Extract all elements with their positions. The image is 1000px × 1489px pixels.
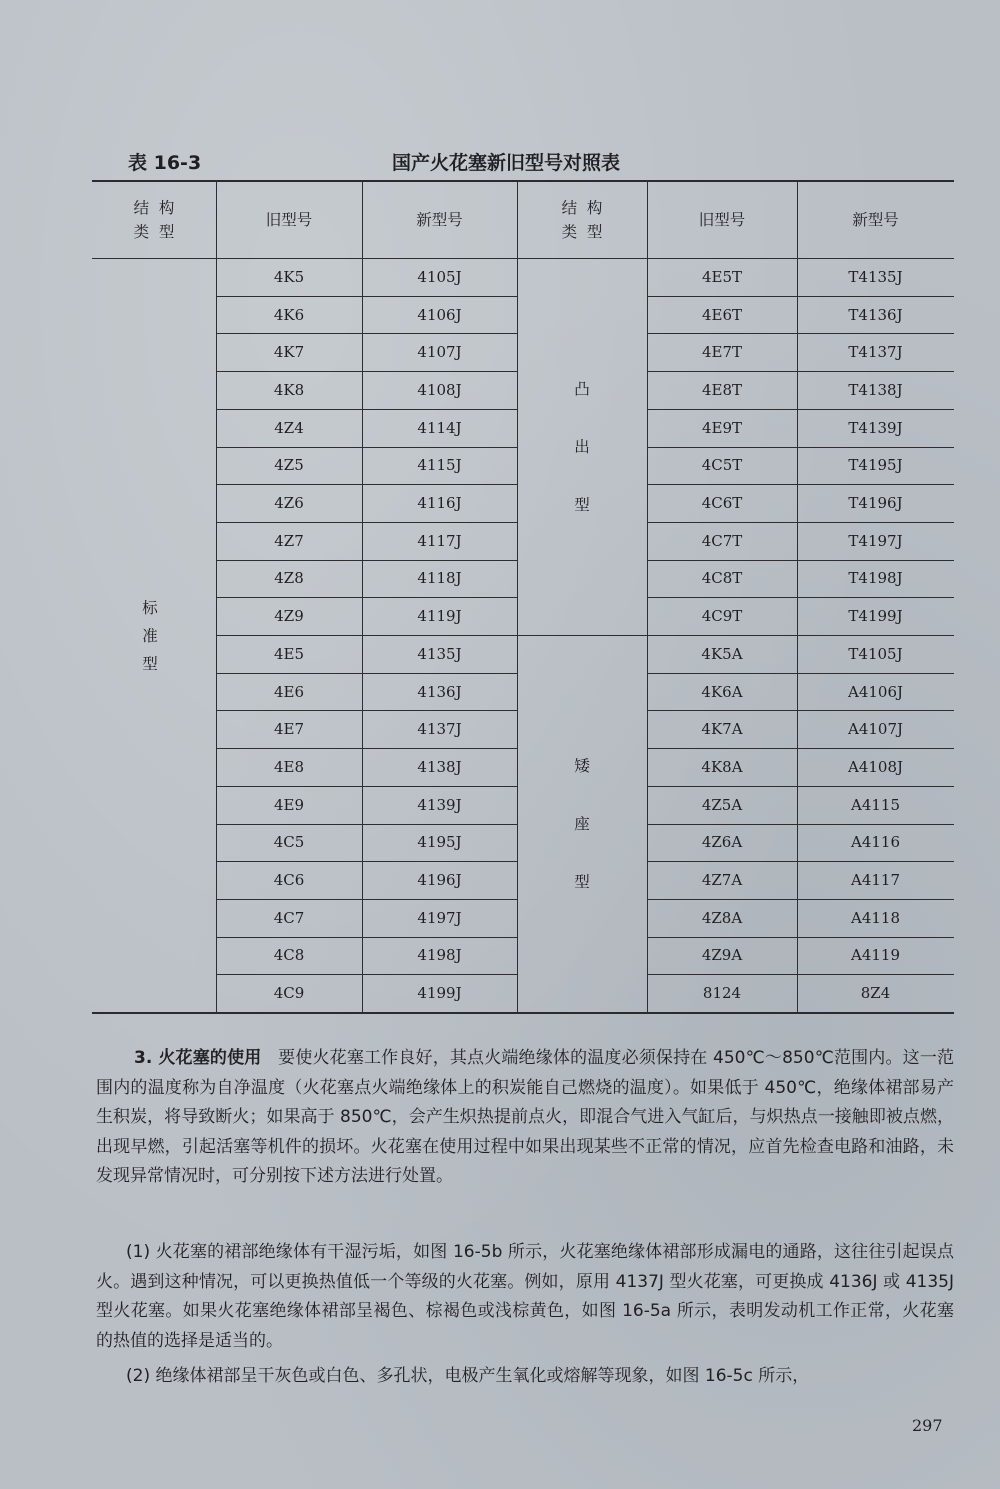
header-new-left: 新型号: [416, 210, 463, 229]
table-cell-new-model: A4119: [850, 946, 900, 965]
table-cell-new-model: 4116J: [417, 494, 462, 513]
row-divider: [216, 484, 517, 485]
page-number: 297: [912, 1416, 943, 1435]
table-cell-old-model: 4Z4: [274, 418, 304, 437]
row-divider: [647, 673, 954, 674]
table-cell-new-model: A4115: [850, 795, 900, 814]
row-divider: [216, 635, 517, 636]
paragraph-item-1: (1) 火花塞的裙部绝缘体有干湿污垢，如图 16-5b 所示，火花塞绝缘体裙部形成漏电的通路，这往往引起误点火。遇到这种情况，可以更换热值低一个等级的火花塞。例如，原用 4137J 型火花塞，可更换成 4136J 或 4135J 型火花塞。如果火花塞绝缘体裙部呈褐色、棕褐色或浅棕黄色，如图 16-5a 所示，表明发动机工作正常，火花塞的热值的选择是适当的。: [96, 1242, 954, 1351]
group-label-protruding: 凸出型: [574, 379, 590, 514]
table-cell-old-model: 4Z5A: [701, 795, 743, 814]
table-cell-old-model: 4E7: [273, 720, 305, 739]
table-cell-old-model: 4K8A: [701, 757, 743, 776]
row-divider: [647, 937, 954, 938]
row-divider: [216, 899, 517, 900]
table-cell-new-model: T4196J: [848, 494, 903, 513]
table-cell-new-model: A4107J: [847, 720, 904, 739]
paragraph-usage-body: 要使火花塞工作良好，其点火端绝缘体的温度必须保持在 450℃～850℃范围内。这一范围内的温度称为自净温度（火花塞点火端绝缘体上的积炭能自己燃烧的温度）。如果低于 450℃，绝缘体裙部易产生积炭，将导致断火；如果高于 850℃，会产生炽热提前点火，即混合气进入气缸后，与炽热点一接触即被点燃，出现早燃，引起活塞等机件的损坏。火花塞在使用过程中如果出现某些不正常的情况，应首先检查电路和油路，未发现异常情况时，可分别按下述方法进行处置。: [96, 1048, 954, 1186]
row-divider: [216, 597, 517, 598]
table-title: 国产火花塞新旧型号对照表: [392, 152, 621, 174]
table-cell-new-model: 8Z4: [860, 984, 891, 1003]
table-cell-new-model: 4136J: [417, 682, 462, 701]
table-cell-new-model: 4196J: [417, 871, 462, 890]
table-cell-old-model: 4K7A: [701, 720, 743, 739]
row-divider: [216, 333, 517, 334]
table-cell-old-model: 4C7T: [701, 531, 743, 550]
row-divider: [647, 447, 954, 448]
row-divider: [647, 824, 954, 825]
table-cell-old-model: 4E5: [273, 644, 305, 663]
row-divider: [647, 899, 954, 900]
table-cell-old-model: 4Z9A: [701, 946, 743, 965]
row-divider: [216, 371, 517, 372]
table-cell-new-model: T4135J: [848, 267, 903, 286]
table-cell-new-model: T4199J: [848, 607, 903, 626]
table-cell-old-model: 4C6T: [701, 494, 743, 513]
row-divider: [647, 333, 954, 334]
section-heading: 3. 火花塞的使用: [134, 1048, 262, 1068]
row-divider: [216, 710, 517, 711]
table-cell-old-model: 4C8: [273, 946, 305, 965]
table-cell-new-model: A4117: [850, 871, 900, 890]
table-cell-new-model: A4108J: [847, 757, 904, 776]
row-divider: [647, 710, 954, 711]
table-cell-new-model: T4138J: [848, 380, 903, 399]
table-bottom-rule: [92, 1012, 954, 1014]
table-cell-old-model: 4K6A: [701, 682, 743, 701]
table-cell-old-model: 4C8T: [701, 569, 743, 588]
table-cell-old-model: 4Z6A: [701, 833, 743, 852]
table-cell-old-model: 4K8: [273, 380, 305, 399]
table-cell-new-model: 4106J: [417, 305, 462, 324]
row-divider: [647, 484, 954, 485]
table-cell-new-model: 4138J: [417, 757, 462, 776]
row-divider: [216, 409, 517, 410]
row-divider: [647, 786, 954, 787]
row-divider: [216, 861, 517, 862]
table-cell-old-model: 4K5A: [701, 644, 743, 663]
header-type-right: 结 构 类 型: [561, 198, 603, 241]
group-label-low-seat: 矮座型: [574, 756, 590, 891]
row-divider: [647, 635, 954, 636]
table-cell-new-model: 4114J: [417, 418, 462, 437]
row-divider: [216, 296, 517, 297]
table-cell-old-model: 4C5T: [701, 456, 743, 475]
table-cell-new-model: 4199J: [417, 984, 462, 1003]
row-divider: [216, 748, 517, 749]
table-cell-new-model: T4139J: [848, 418, 903, 437]
table-cell-old-model: 8124: [702, 984, 742, 1003]
table-cell-old-model: 4Z8: [274, 569, 304, 588]
table-cell-new-model: 4197J: [417, 908, 462, 927]
table-cell-new-model: A4118: [850, 908, 900, 927]
column-divider: [517, 181, 518, 1012]
table-cell-new-model: 4119J: [417, 607, 462, 626]
row-divider: [216, 673, 517, 674]
table-cell-old-model: 4E9T: [701, 418, 743, 437]
header-type-left: 结 构 类 型: [133, 198, 175, 241]
table-cell-new-model: 4117J: [417, 531, 462, 550]
table-cell-old-model: 4C5: [273, 833, 305, 852]
row-divider: [216, 786, 517, 787]
table-cell-new-model: 4198J: [417, 946, 462, 965]
table-cell-new-model: 4135J: [417, 644, 462, 663]
table-cell-old-model: 4E8T: [701, 380, 743, 399]
table-cell-old-model: 4Z7A: [701, 871, 743, 890]
table-cell-new-model: 4118J: [417, 569, 462, 588]
row-divider: [216, 560, 517, 561]
table-cell-old-model: 4E9: [273, 795, 305, 814]
table-cell-new-model: 4139J: [417, 795, 462, 814]
table-cell-old-model: 4E7T: [701, 343, 743, 362]
row-divider: [647, 748, 954, 749]
table-cell-new-model: T4197J: [848, 531, 903, 550]
header-old-left: 旧型号: [265, 210, 313, 229]
paragraph-item-2: (2) 绝缘体裙部呈干灰色或白色、多孔状，电极产生氧化或熔解等现象，如图 16-5c 所示，: [126, 1366, 810, 1386]
paragraph-usage: [96, 1044, 954, 1192]
header-old-right: 旧型号: [698, 210, 746, 229]
table-cell-new-model: 4115J: [417, 456, 462, 475]
table-cell-old-model: 4E6T: [701, 305, 743, 324]
table-cell-old-model: 4E5T: [701, 267, 743, 286]
table-cell-old-model: 4C9T: [701, 607, 743, 626]
table-cell-new-model: T4198J: [848, 569, 903, 588]
table-cell-old-model: 4Z9: [274, 607, 304, 626]
row-divider: [647, 409, 954, 410]
row-divider: [216, 937, 517, 938]
table-number: 表 16-3: [128, 152, 202, 174]
table-cell-new-model: A4106J: [847, 682, 904, 701]
model-comparison-table: [92, 181, 954, 1012]
table-cell-old-model: 4E8: [273, 757, 305, 776]
table-cell-new-model: 4107J: [417, 343, 462, 362]
row-divider: [647, 371, 954, 372]
table-cell-old-model: 4K7: [273, 343, 305, 362]
row-divider: [216, 824, 517, 825]
row-divider: [647, 597, 954, 598]
header-new-right: 新型号: [852, 210, 899, 229]
table-cell-old-model: 4Z8A: [701, 908, 743, 927]
table-cell-new-model: 4105J: [417, 267, 462, 286]
row-divider: [647, 560, 954, 561]
row-divider: [647, 861, 954, 862]
table-cell-new-model: 4108J: [417, 380, 462, 399]
table-cell-new-model: T4137J: [848, 343, 903, 362]
table-cell-new-model: T4105J: [848, 644, 903, 663]
table-cell-new-model: 4195J: [417, 833, 462, 852]
table-cell-old-model: 4Z5: [274, 456, 304, 475]
table-cell-old-model: 4Z7: [274, 531, 304, 550]
table-cell-new-model: T4195J: [848, 456, 903, 475]
table-cell-old-model: 4C7: [273, 908, 305, 927]
row-divider: [216, 974, 517, 975]
row-divider: [647, 296, 954, 297]
row-divider: [647, 522, 954, 523]
group-divider: [517, 635, 647, 636]
table-cell-old-model: 4Z6: [274, 494, 304, 513]
table-cell-old-model: 4C6: [273, 871, 305, 890]
table-cell-new-model: A4116: [850, 833, 900, 852]
table-cell-old-model: 4C9: [273, 984, 305, 1003]
row-divider: [216, 522, 517, 523]
table-cell-new-model: 4137J: [417, 720, 462, 739]
row-divider: [647, 974, 954, 975]
row-divider: [216, 447, 517, 448]
table-cell-old-model: 4E6: [273, 682, 305, 701]
table-cell-old-model: 4K6: [273, 305, 305, 324]
table-cell-new-model: T4136J: [848, 305, 903, 324]
group-label-standard: 标准型: [142, 599, 158, 673]
table-cell-old-model: 4K5: [273, 267, 305, 286]
